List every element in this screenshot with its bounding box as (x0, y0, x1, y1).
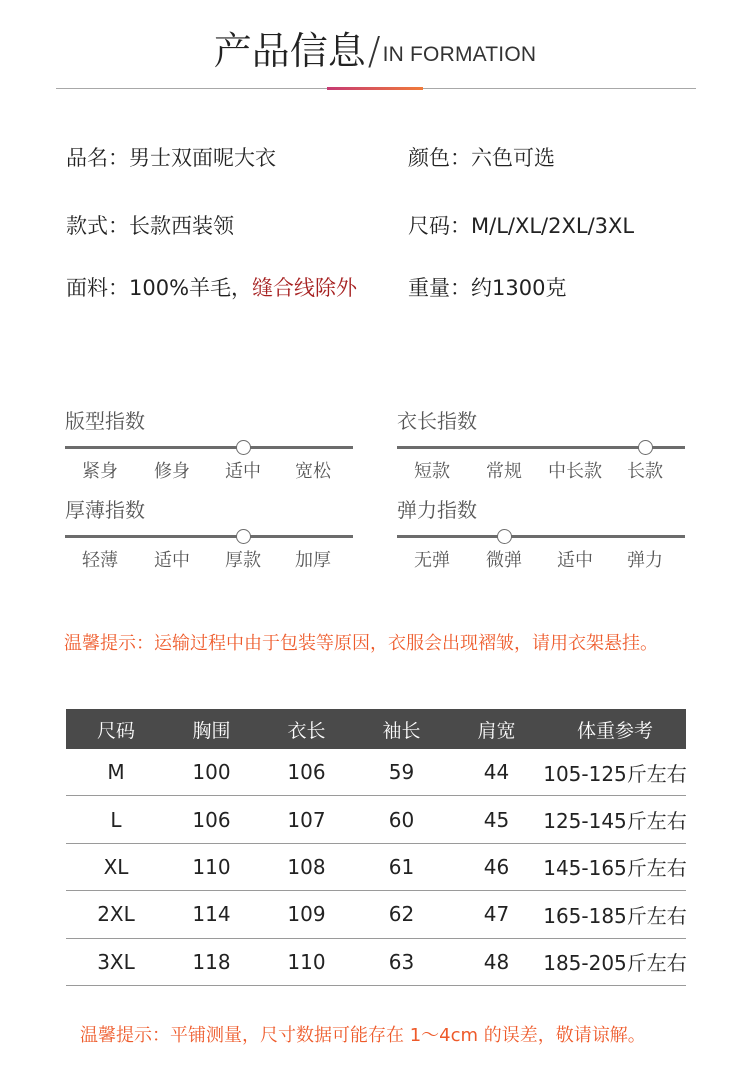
header-cell: 尺码 (96, 719, 135, 742)
index-title: 弹力指数 (397, 498, 477, 522)
table-cell: 3XL (97, 949, 135, 974)
index-option: 适中 (557, 550, 593, 571)
index-track (65, 535, 353, 538)
table-cell: 107 (287, 807, 326, 832)
table-cell: 62 (388, 902, 415, 927)
info-fabric-note: 缝合线除外 (252, 276, 358, 300)
index-option: 紧身 (82, 461, 118, 482)
table-cell: 145-165斤左右 (543, 856, 687, 881)
info-fabric-main: 面料：100%羊毛， (66, 276, 253, 300)
index-option: 常规 (486, 461, 522, 482)
index-indicator (236, 529, 251, 544)
table-cell: 63 (388, 949, 415, 974)
index-indicator (638, 440, 653, 455)
header-accent-bar (327, 87, 423, 90)
note-measure: 温馨提示：平铺测量，尺寸数据可能存在 1～4cm 的误差，敬请谅解。 (80, 1025, 646, 1046)
index-option: 长款 (627, 461, 663, 482)
table-row (66, 796, 686, 843)
table-header (66, 709, 686, 749)
page-subtitle: IN FORMATION (382, 43, 537, 66)
table-row (66, 939, 686, 986)
index-elasticity (397, 497, 687, 571)
info-color: 颜色：六色可选 (408, 146, 555, 170)
info-weight: 重量：约1300克 (408, 276, 567, 300)
table-cell: 60 (388, 807, 415, 832)
index-option: 适中 (225, 461, 261, 482)
title-separator: / (367, 29, 381, 73)
table-row (66, 844, 686, 891)
info-style: 款式：长款西装领 (66, 214, 234, 238)
info-name: 品名：男士双面呢大衣 (66, 146, 276, 170)
index-option: 微弹 (486, 550, 522, 571)
table-cell: XL (103, 854, 129, 879)
index-title: 厚薄指数 (65, 498, 145, 522)
index-option: 宽松 (295, 461, 331, 482)
table-cell: 100 (192, 760, 231, 785)
table-cell: 108 (287, 854, 326, 879)
index-thickness (65, 497, 355, 571)
index-option: 轻薄 (82, 550, 118, 571)
index-option: 修身 (154, 461, 190, 482)
index-option: 短款 (414, 461, 450, 482)
table-cell: 125-145斤左右 (543, 809, 687, 834)
table-cell: 61 (388, 854, 415, 879)
table-cell: 105-125斤左右 (543, 761, 687, 786)
table-row (66, 749, 686, 796)
table-row (66, 891, 686, 938)
info-size: 尺码：M/L/XL/2XL/3XL (408, 214, 635, 238)
index-title: 版型指数 (65, 409, 145, 433)
table-cell: 165-185斤左右 (543, 903, 687, 928)
header-cell: 袖长 (382, 719, 421, 742)
section-header (0, 26, 750, 76)
index-title: 衣长指数 (397, 409, 477, 433)
table-cell: 109 (287, 902, 326, 927)
header-cell: 胸围 (192, 719, 231, 742)
index-indicator (497, 529, 512, 544)
index-option: 适中 (154, 550, 190, 571)
index-indicator (236, 440, 251, 455)
table-cell: 48 (483, 949, 510, 974)
size-table (66, 709, 686, 986)
index-option: 弹力 (627, 550, 663, 571)
header-cell: 体重参考 (576, 719, 653, 742)
header-cell: 衣长 (287, 719, 326, 742)
index-track (65, 446, 353, 449)
table-cell: 2XL (97, 902, 135, 927)
table-cell: 185-205斤左右 (543, 951, 687, 976)
table-cell: 44 (483, 760, 510, 785)
table-cell: 106 (287, 760, 326, 785)
index-option: 加厚 (295, 550, 331, 571)
index-option: 中长款 (548, 461, 602, 482)
index-option: 无弹 (414, 550, 450, 571)
table-cell: 59 (388, 760, 415, 785)
header-cell: 肩宽 (477, 719, 516, 742)
index-fit (65, 408, 355, 482)
table-cell: 45 (483, 807, 510, 832)
info-fabric (66, 274, 357, 302)
table-cell: 110 (192, 854, 231, 879)
index-track (397, 535, 685, 538)
table-cell: 114 (192, 902, 231, 927)
table-cell: 46 (483, 854, 510, 879)
table-cell: L (110, 807, 122, 832)
table-cell: 110 (287, 949, 326, 974)
index-option: 厚款 (225, 550, 261, 571)
table-cell: M (107, 760, 125, 785)
page-title: 产品信息 (213, 29, 366, 73)
table-cell: 106 (192, 807, 231, 832)
table-cell: 118 (192, 949, 231, 974)
index-length (397, 408, 687, 482)
note-transport: 温馨提示：运输过程中由于包装等原因，衣服会出现褶皱，请用衣架悬挂。 (64, 633, 658, 654)
table-cell: 47 (483, 902, 510, 927)
